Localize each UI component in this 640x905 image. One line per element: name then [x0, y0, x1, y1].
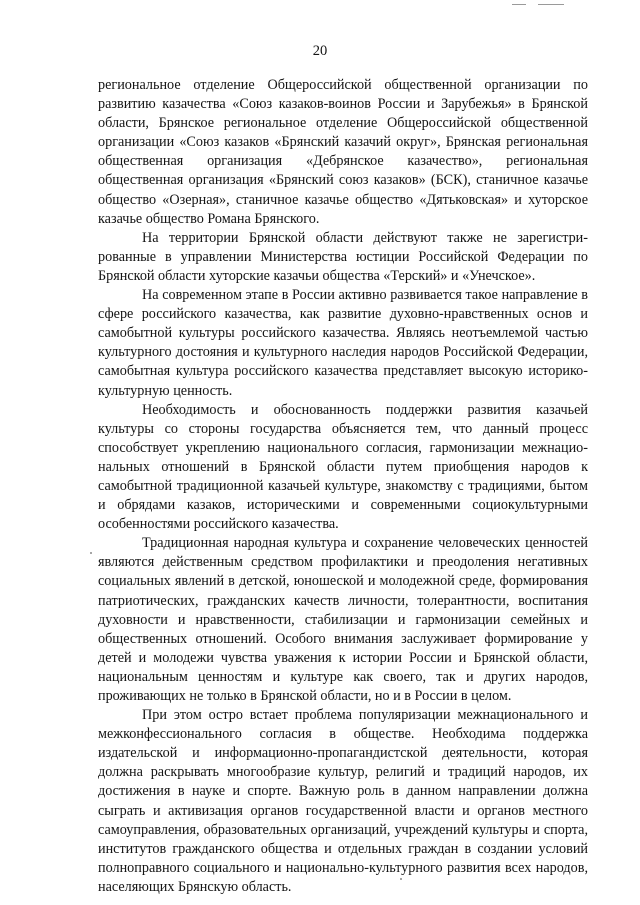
- paragraph-6: При этом остро встает проблема популяризации межнационального и межконфессионального согласия в обществе. Необходима поддержка издательской и информационно-пропагандистской деятельности, которая должна раскрывать многообразие культур, религий и традиций народов, их достижения в науке и спорте. Важную роль в данном направлении должна сыграть и активизация органов государственной власти и органов местного самоуправления, образовательных организаций, учреждений культуры и спорта, институтов гражданского общества и отдельных граждан в создании условий полноправного социального и национально-культурного развития всех народов, населяющих Брянскую область.: [98, 707, 588, 895]
- paragraph-4: Необходимость и обоснованность поддержки развития казачьей культуры со стороны государства объясняется тем, что данный процесс способствует укреплению национального согласия, гармонизации межнациональных отношений в Брянской области путем приобщения народов к самобытной традиционной казачьей культуре, знакомству с традициями, бытом и обрядами казаков, историческими и современными социокультурными особенностями российского казачества.: [98, 401, 588, 533]
- paragraph-3: На современном этапе в России активно развивается такое направление в сфере российского казачества, как развитие духовно-нравственных основ и самобытной культуры российского казачества. Являясь неотъемлемой частью культурного достояния и культурного наследия народов Российской Федерации, самобытная культура российского казачества представляет высокую историко-культурную ценность.: [98, 287, 588, 399]
- document-body: [98, 76, 588, 897]
- scan-edge-mark-right: [538, 4, 564, 5]
- page-number: 20: [312, 43, 328, 59]
- paragraph-1: региональное отделение Общероссийской общественной организации по развитию казачества «Союз казаков-воинов России и Зарубежья» в Брянской области, Брянское региональное отделение Общероссийской общественной организации «Союз казаков «Брянский казачий округ», Брянская региональная общественная организация «Дебрянское казачество», региональная общественная организация «Брянский союз казаков» (БСК), станичное казачье общество «Озерная», станичное казачье общество «Дятьковская» и хуторское казачье общество Романа Брянского.: [98, 77, 588, 227]
- scan-dust-speck: [90, 552, 92, 554]
- paragraph-2: На территории Брянской области действуют также не зарегистрированные в управлении Министерства юстиции Российской Федерации по Брянской области хуторские казачьи общества «Терский» и «Унечское».: [98, 229, 588, 284]
- scan-dust-speck: [400, 878, 402, 880]
- paragraph-5: Традиционная народная культура и сохранение человеческих ценностей являются действенным средством профилактики и преодоления негативных социальных явлений в детской, юношеской и молодежной среде, формирования патриотических, гражданских качеств личности, толерантности, воспитания духовности и нравственности, стабилизации и гармонизации семейных и общественных отношений. Особого внимания заслуживает формирование у детей и молодежи чувства уважения к истории России и Брянской области, национальным ценностям и культуре как своего, так и других народов, проживающих не только в Брянской области, но и в России в целом.: [98, 535, 588, 704]
- scan-edge-mark-left: [512, 4, 526, 5]
